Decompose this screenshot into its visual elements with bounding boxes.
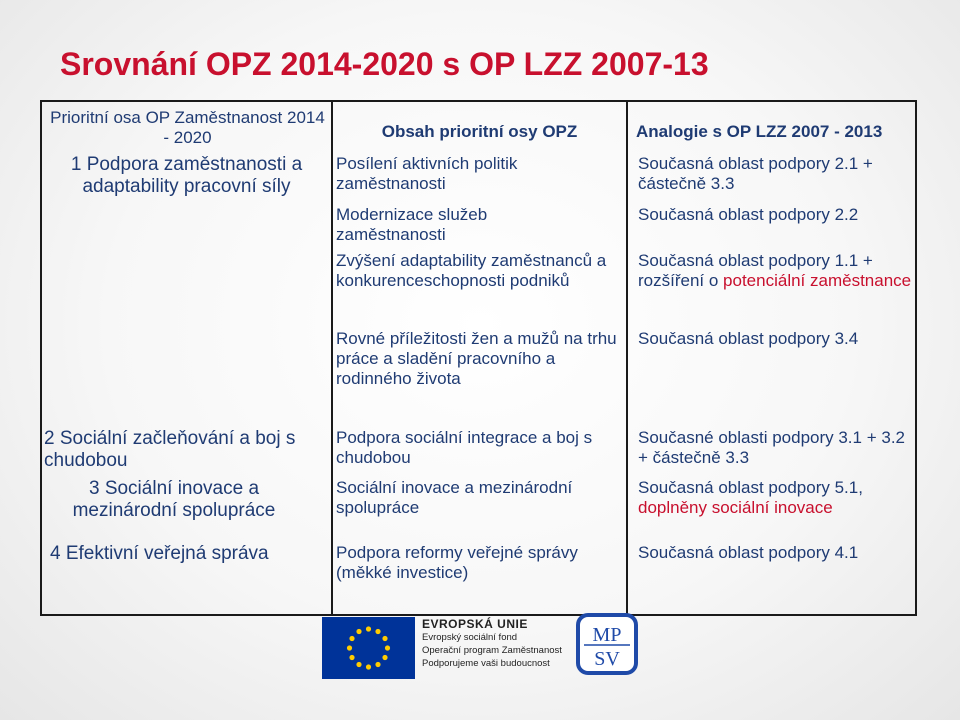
svg-text:MP: MP	[592, 624, 622, 646]
analogy-1c-main: Současná oblast podpory 1.1 + rozšíření o	[638, 251, 873, 291]
footer-logos	[322, 617, 642, 707]
priority-axis-3: 3 Sociální inovace a mezinárodní spolupráce	[72, 478, 276, 522]
analogy-1c	[638, 251, 913, 291]
mpsv-logo	[576, 613, 638, 675]
analogy-2: Současné oblasti podpory 3.1 + 3.2 + částečně 3.3	[638, 428, 905, 468]
content-1b: Modernizace služeb zaměstnanosti	[336, 205, 488, 245]
content-1a: Posílení aktivních politik zaměstnanosti	[336, 154, 518, 194]
content-1c: Zvýšení adaptability zaměstnanců a konkurenceschopnosti podniků	[336, 251, 607, 291]
svg-text:SV: SV	[594, 648, 620, 670]
header-analogy: Analogie s OP LZZ 2007 - 2013	[636, 122, 883, 141]
header-priority-axis: Prioritní osa OP Zaměstnanost 2014 - 2020	[50, 108, 325, 148]
analogy-3-highlight: doplněny sociální inovace	[638, 498, 833, 518]
analogy-1b: Současná oblast podpory 2.2	[638, 205, 859, 224]
header-axis-content: Obsah prioritní osy OPZ	[381, 122, 578, 141]
analogy-4: Současná oblast podpory 4.1	[638, 543, 859, 562]
analogy-1d: Současná oblast podpory 3.4	[638, 329, 859, 348]
priority-axis-1: 1 Podpora zaměstnanosti a adaptability pracovní síly	[70, 154, 303, 198]
analogy-3-main: Současná oblast podpory 5.1,	[638, 478, 863, 497]
analogy-3	[638, 478, 913, 518]
eu-text-block	[422, 617, 592, 670]
content-2: Podpora sociální integrace a boj s chudobou	[336, 428, 593, 468]
content-4: Podpora reformy veřejné správy (měkké investice)	[336, 543, 578, 583]
eu-line-3: Podporujeme vaši budoucnost	[422, 658, 550, 669]
analogy-1a: Současná oblast podpory 2.1 + částečně 3.3	[638, 154, 873, 194]
analogy-1c-highlight: potenciální zaměstnance	[723, 271, 912, 291]
column-divider	[626, 102, 628, 614]
eu-title: EVROPSKÁ UNIE	[422, 617, 528, 631]
eu-line-1: Evropský sociální fond	[422, 632, 518, 643]
content-3: Sociální inovace a mezinárodní spolupráce	[336, 478, 573, 518]
column-divider	[331, 102, 333, 614]
eu-flag-icon	[322, 617, 415, 679]
priority-axis-2: 2 Sociální začleňování a boj s chudobou	[44, 428, 296, 472]
comparison-table	[40, 100, 917, 616]
page-title: Srovnání OPZ 2014-2020 s OP LZZ 2007-13	[60, 46, 709, 82]
eu-line-2: Operační program Zaměstnanost	[422, 645, 562, 656]
content-1d: Rovné příležitosti žen a mužů na trhu práce a sladění pracovního a rodinného života	[336, 329, 617, 389]
priority-axis-4: 4 Efektivní veřejná správa	[50, 543, 269, 564]
